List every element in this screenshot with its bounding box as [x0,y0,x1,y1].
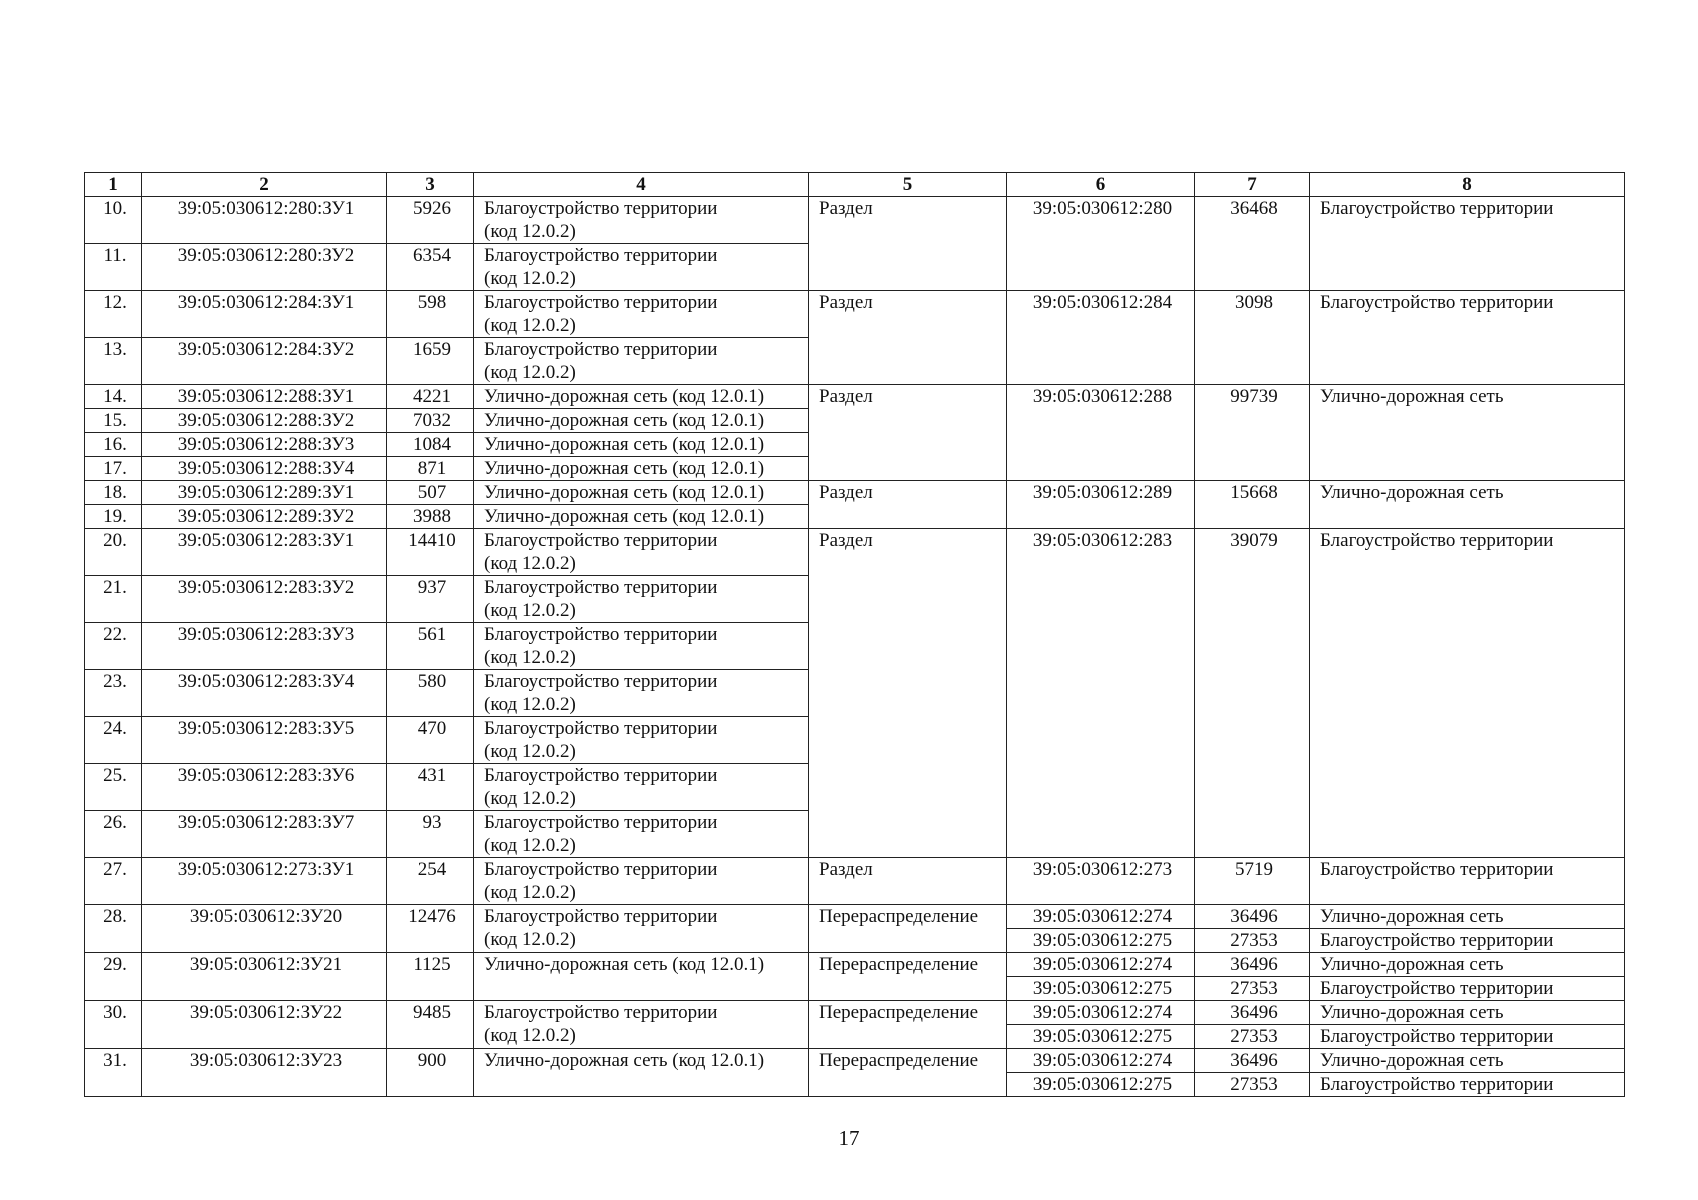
formation-method: Перераспределение [809,1001,1007,1049]
source-plot-area: 36496 [1195,953,1310,977]
plot-code: 39:05:030612:283:ЗУ2 [142,576,387,623]
permitted-use [474,291,809,338]
permitted-use-line: (код 12.0.2) [484,600,576,621]
column-header: 7 [1195,173,1310,197]
permitted-use-line: Улично-дорожная сеть (код 12.0.1) [484,1050,765,1071]
permitted-use-line: Благоустройство территории [484,906,718,927]
source-land-use: Благоустройство территории [1310,929,1625,953]
permitted-use-line: Благоустройство территории [484,577,718,598]
plot-area: 561 [387,623,474,670]
table-row [85,529,1625,576]
permitted-use-line: Благоустройство территории [484,1002,718,1023]
row-number: 12. [85,291,142,338]
source-plot-code: 39:05:030612:284 [1007,291,1195,385]
page-number: 17 [838,1126,860,1150]
plot-code: 39:05:030612:288:ЗУ2 [142,409,387,433]
source-land-use: Улично-дорожная сеть [1310,481,1625,529]
permitted-use [474,481,809,505]
plot-code: 39:05:030612:289:ЗУ2 [142,505,387,529]
source-plot-code: 39:05:030612:274 [1007,1001,1195,1025]
plot-code: 39:05:030612:283:ЗУ4 [142,670,387,717]
table-row [85,481,1625,505]
permitted-use [474,764,809,811]
permitted-use-line: (код 12.0.2) [484,268,576,289]
source-plot-area: 27353 [1195,929,1310,953]
permitted-use-line: Благоустройство территории [484,198,718,219]
plot-area: 14410 [387,529,474,576]
permitted-use-line: Благоустройство территории [484,292,718,313]
source-land-use: Улично-дорожная сеть [1310,385,1625,481]
source-plot-code: 39:05:030612:275 [1007,977,1195,1001]
permitted-use [474,385,809,409]
permitted-use [474,576,809,623]
plot-code: 39:05:030612:ЗУ21 [142,953,387,1001]
permitted-use [474,457,809,481]
source-plot-area: 27353 [1195,1025,1310,1049]
plot-area: 93 [387,811,474,858]
table-row [85,1049,1625,1073]
row-number: 18. [85,481,142,505]
plot-area: 5926 [387,197,474,244]
permitted-use-line: Благоустройство территории [484,859,718,880]
source-plot-code: 39:05:030612:289 [1007,481,1195,529]
plot-area: 431 [387,764,474,811]
permitted-use-line: Благоустройство территории [484,812,718,833]
permitted-use [474,1001,809,1049]
plot-area: 3988 [387,505,474,529]
plot-area: 470 [387,717,474,764]
source-plot-code: 39:05:030612:274 [1007,1049,1195,1073]
source-plot-area: 36468 [1195,197,1310,291]
plot-code: 39:05:030612:289:ЗУ1 [142,481,387,505]
plot-area: 7032 [387,409,474,433]
formation-method: Перераспределение [809,1049,1007,1097]
plot-code: 39:05:030612:284:ЗУ1 [142,291,387,338]
permitted-use-line: Улично-дорожная сеть (код 12.0.1) [484,506,765,527]
formation-method: Перераспределение [809,905,1007,953]
permitted-use [474,338,809,385]
row-number: 13. [85,338,142,385]
plot-code: 39:05:030612:288:ЗУ3 [142,433,387,457]
source-plot-code: 39:05:030612:280 [1007,197,1195,291]
row-number: 27. [85,858,142,905]
source-plot-code: 39:05:030612:273 [1007,858,1195,905]
source-plot-area: 27353 [1195,1073,1310,1097]
permitted-use-line: Благоустройство территории [484,718,718,739]
source-plot-area: 5719 [1195,858,1310,905]
plot-area: 871 [387,457,474,481]
source-land-use: Благоустройство территории [1310,1025,1625,1049]
row-number: 17. [85,457,142,481]
table-row [85,197,1625,244]
column-header: 5 [809,173,1007,197]
source-land-use: Улично-дорожная сеть [1310,905,1625,929]
plot-area: 1125 [387,953,474,1001]
permitted-use [474,670,809,717]
formation-method: Раздел [809,858,1007,905]
permitted-use-line: (код 12.0.2) [484,788,576,809]
permitted-use-line: (код 12.0.2) [484,221,576,242]
source-land-use: Благоустройство территории [1310,291,1625,385]
row-number: 19. [85,505,142,529]
source-plot-code: 39:05:030612:283 [1007,529,1195,858]
source-plot-area: 36496 [1195,1049,1310,1073]
plot-code: 39:05:030612:283:ЗУ3 [142,623,387,670]
plot-code: 39:05:030612:280:ЗУ2 [142,244,387,291]
permitted-use-line: (код 12.0.2) [484,1025,576,1046]
source-land-use: Благоустройство территории [1310,1073,1625,1097]
plot-code: 39:05:030612:ЗУ20 [142,905,387,953]
permitted-use-line: Благоустройство территории [484,624,718,645]
permitted-use [474,1049,809,1097]
land-plots-table [84,172,1625,1097]
plot-area: 937 [387,576,474,623]
table-body [85,197,1625,1097]
row-number: 30. [85,1001,142,1049]
source-plot-area: 15668 [1195,481,1310,529]
formation-method: Раздел [809,529,1007,858]
source-plot-area: 99739 [1195,385,1310,481]
permitted-use-line: Благоустройство территории [484,339,718,360]
source-land-use: Улично-дорожная сеть [1310,1049,1625,1073]
column-header: 2 [142,173,387,197]
source-plot-area: 36496 [1195,905,1310,929]
plot-code: 39:05:030612:288:ЗУ1 [142,385,387,409]
source-plot-code: 39:05:030612:274 [1007,953,1195,977]
source-plot-code: 39:05:030612:275 [1007,929,1195,953]
source-plot-area: 39079 [1195,529,1310,858]
plot-area: 254 [387,858,474,905]
permitted-use-line: Благоустройство территории [484,245,718,266]
permitted-use-line: Улично-дорожная сеть (код 12.0.1) [484,410,765,431]
source-plot-area: 27353 [1195,977,1310,1001]
permitted-use-line: (код 12.0.2) [484,647,576,668]
row-number: 24. [85,717,142,764]
plot-code: 39:05:030612:283:ЗУ1 [142,529,387,576]
column-header: 3 [387,173,474,197]
plot-area: 900 [387,1049,474,1097]
source-plot-code: 39:05:030612:274 [1007,905,1195,929]
permitted-use [474,953,809,1001]
row-number: 15. [85,409,142,433]
permitted-use-line: Улично-дорожная сеть (код 12.0.1) [484,434,765,455]
permitted-use-line: Улично-дорожная сеть (код 12.0.1) [484,482,765,503]
column-header: 1 [85,173,142,197]
permitted-use-line: Улично-дорожная сеть (код 12.0.1) [484,386,765,407]
plot-code: 39:05:030612:283:ЗУ7 [142,811,387,858]
table-row [85,1001,1625,1025]
source-land-use: Благоустройство территории [1310,197,1625,291]
source-land-use: Благоустройство территории [1310,858,1625,905]
plot-code: 39:05:030612:283:ЗУ6 [142,764,387,811]
formation-method: Раздел [809,197,1007,291]
permitted-use [474,409,809,433]
plot-code: 39:05:030612:284:ЗУ2 [142,338,387,385]
source-land-use: Улично-дорожная сеть [1310,1001,1625,1025]
plot-area: 12476 [387,905,474,953]
table-row [85,858,1625,905]
source-plot-code: 39:05:030612:275 [1007,1025,1195,1049]
source-plot-area: 36496 [1195,1001,1310,1025]
row-number: 22. [85,623,142,670]
column-header: 6 [1007,173,1195,197]
table-header-row [85,173,1625,197]
permitted-use-line: Благоустройство территории [484,765,718,786]
row-number: 25. [85,764,142,811]
permitted-use [474,811,809,858]
row-number: 16. [85,433,142,457]
row-number: 20. [85,529,142,576]
row-number: 28. [85,905,142,953]
permitted-use-line: (код 12.0.2) [484,741,576,762]
plot-area: 580 [387,670,474,717]
permitted-use [474,905,809,953]
plot-area: 9485 [387,1001,474,1049]
source-plot-code: 39:05:030612:275 [1007,1073,1195,1097]
permitted-use-line: (код 12.0.2) [484,929,576,950]
plot-code: 39:05:030612:280:ЗУ1 [142,197,387,244]
formation-method: Раздел [809,291,1007,385]
permitted-use-line: (код 12.0.2) [484,694,576,715]
permitted-use [474,244,809,291]
plot-area: 1659 [387,338,474,385]
row-number: 26. [85,811,142,858]
row-number: 23. [85,670,142,717]
permitted-use [474,433,809,457]
permitted-use-line: Благоустройство территории [484,530,718,551]
row-number: 10. [85,197,142,244]
column-header: 4 [474,173,809,197]
permitted-use-line: (код 12.0.2) [484,835,576,856]
plot-area: 598 [387,291,474,338]
formation-method: Раздел [809,481,1007,529]
plot-area: 6354 [387,244,474,291]
row-number: 29. [85,953,142,1001]
permitted-use-line: (код 12.0.2) [484,315,576,336]
column-header: 8 [1310,173,1625,197]
plot-area: 507 [387,481,474,505]
permitted-use [474,529,809,576]
source-land-use: Благоустройство территории [1310,977,1625,1001]
table-row [85,905,1625,929]
permitted-use-line: Улично-дорожная сеть (код 12.0.1) [484,954,765,975]
plot-area: 1084 [387,433,474,457]
table-row [85,385,1625,409]
source-plot-code: 39:05:030612:288 [1007,385,1195,481]
plot-code: 39:05:030612:273:ЗУ1 [142,858,387,905]
permitted-use [474,505,809,529]
row-number: 31. [85,1049,142,1097]
table-row [85,291,1625,338]
permitted-use [474,623,809,670]
permitted-use [474,197,809,244]
table-row [85,953,1625,977]
permitted-use-line: (код 12.0.2) [484,882,576,903]
permitted-use-line: Улично-дорожная сеть (код 12.0.1) [484,458,765,479]
row-number: 14. [85,385,142,409]
source-plot-area: 3098 [1195,291,1310,385]
plot-area: 4221 [387,385,474,409]
source-land-use: Улично-дорожная сеть [1310,953,1625,977]
row-number: 21. [85,576,142,623]
formation-method: Перераспределение [809,953,1007,1001]
permitted-use-line: (код 12.0.2) [484,362,576,383]
plot-code: 39:05:030612:ЗУ23 [142,1049,387,1097]
source-land-use: Благоустройство территории [1310,529,1625,858]
permitted-use-line: (код 12.0.2) [484,553,576,574]
plot-code: 39:05:030612:283:ЗУ5 [142,717,387,764]
plot-code: 39:05:030612:ЗУ22 [142,1001,387,1049]
formation-method: Раздел [809,385,1007,481]
row-number: 11. [85,244,142,291]
permitted-use [474,858,809,905]
plot-code: 39:05:030612:288:ЗУ4 [142,457,387,481]
permitted-use [474,717,809,764]
permitted-use-line: Благоустройство территории [484,671,718,692]
